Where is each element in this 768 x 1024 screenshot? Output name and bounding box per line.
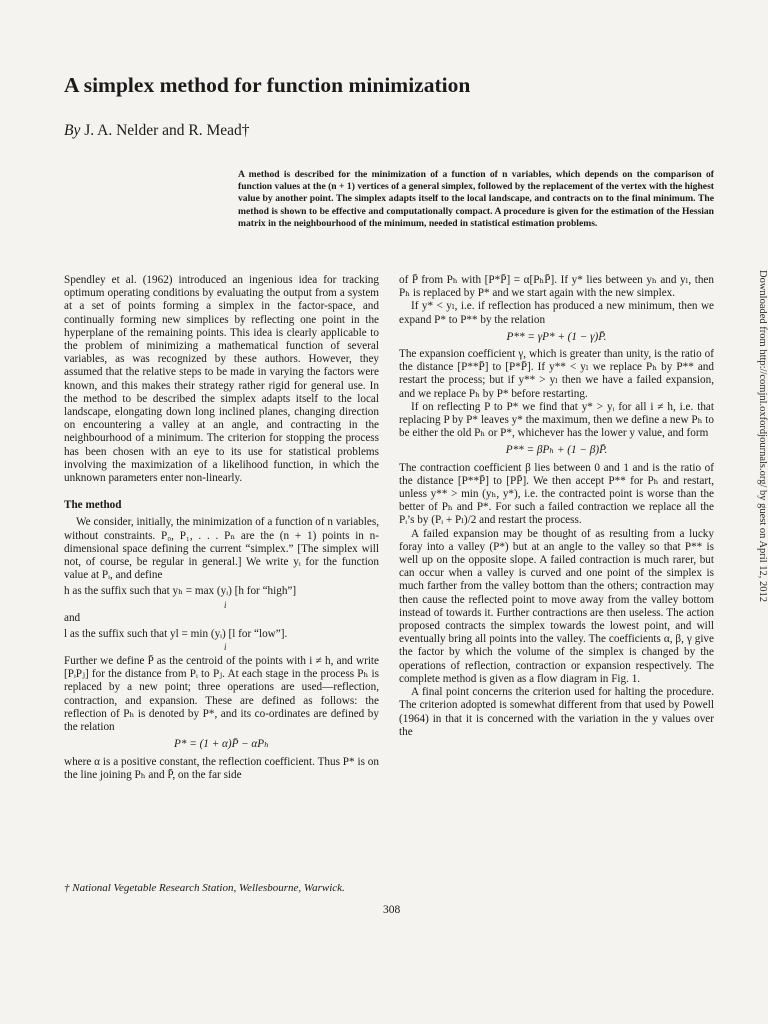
right-paragraph-7: A final point concerns the criterion used for halting the procedure. The criterion adopted is somewhat different from that used by Powell (1964) in that it is concerned with the variation in the y values over the <box>399 686 714 738</box>
right-paragraph-3: The expansion coefficient γ, which is greater than unity, is the ratio of the distance [P**P̄] to [P*P̄]. If y** < yₗ we replace Pₕ by P** and restart the process; but if y** > yₗ then we have a failed expansion, and we replace Pₕ by P* before restarting. <box>399 348 714 400</box>
definition-high-subscript: i <box>224 599 227 610</box>
paper-title: A simplex method for function minimization <box>64 73 471 97</box>
right-paragraph-5: The contraction coefficient β lies between 0 and 1 and is the ratio of the distance [P**P̄] to [PP̄]. We then accept P** for Pₕ and restart, unless y** > min (yₕ, y*), i.e. the contracted point is worse than the better of Pₕ and P*. For such a failed contraction we replace all the Pᵢ’s by (Pᵢ + Pₗ)/2 and restart the process. <box>399 461 714 527</box>
method-paragraph-1: We consider, initially, the minimization of a function of n variables, without constraints. P₀, P₁, . . . Pₙ are the (n + 1) points in n-dimensional space defining the current “simplex.” [The simplex will not, of course, be regular in general.] We write yᵢ for the function value at Pᵢ, and define <box>64 516 379 582</box>
method-paragraph-3: where α is a positive constant, the reflection coefficient. Thus P* is on the line joining Pₕ and P̄, on the far side <box>64 755 379 781</box>
affiliation-footnote: † National Vegetable Research Station, Wellesbourne, Warwick. <box>64 882 345 894</box>
definition-low: l as the suffix such that yl = min (yᵢ) [l for “low”]. <box>64 627 288 640</box>
and-text: and <box>64 611 81 624</box>
authors: J. A. Nelder and R. Mead† <box>84 122 250 139</box>
right-column <box>399 274 714 739</box>
right-paragraph-4: If on reflecting P to P* we find that y* > yᵢ for all i ≠ h, i.e. that replacing P by P* leaves y* the maximum, then we define a new Pₕ to be either the old Pₕ or P*, whichever has the lower y value, and form <box>399 400 714 440</box>
expansion-equation: P** = γP* + (1 − γ)P̄. <box>506 330 607 343</box>
download-sidebar <box>757 270 768 660</box>
reflection-equation: P* = (1 + α)P̄ − αPₕ <box>174 738 269 751</box>
right-paragraph-6: A failed expansion may be thought of as resulting from a lucky foray into a valley (P*) but at an angle to the valley so that P** is well up on the opposite slope. A failed contraction is much rarer, but can occur when a valley is curved and one point of the simplex is much farther from the valley bottom than the others; contraction may then cause the reflected point to move away from the valley bottom instead of towards it. Further contractions are then useless. The action proposed contracts the simplex towards the lowest point, and will eventually bring all points into the valley. The coefficients α, β, γ give the factor by which the volume of the simplex is changed by the operations of reflection, contraction or expansion respectively. The complete method is given as a flow diagram in Fig. 1. <box>399 527 714 685</box>
contraction-equation: P** = βPₕ + (1 − β)P̄. <box>505 444 608 457</box>
left-column <box>64 274 379 782</box>
definition-low-subscript: i <box>224 642 227 653</box>
abstract: A method is described for the minimization of a function of n variables, which depends on the comparison of function values at the (n + 1) vertices of a general simplex, followed by the replacement of the vertex with the highest value by another point. The simplex adapts itself to the local landscape, and contracts on to the final minimum. The method is shown to be effective and computationally compact. A procedure is given for the estimation of the Hessian matrix in the neighbourhood of the minimum, needed in statistical estimation problems. <box>238 169 714 229</box>
byline-prefix: By <box>64 122 81 139</box>
byline <box>64 122 250 140</box>
section-heading: The method <box>64 499 122 512</box>
definition-high: h as the suffix such that yₕ = max (yᵢ) [h for “high”] <box>64 585 297 598</box>
download-notice: Downloaded from http://comjnl.oxfordjournals.org/ by guest on April 12, 2012 <box>757 270 768 602</box>
page-number: 308 <box>383 904 401 916</box>
right-paragraph-2: If y* < yₗ, i.e. if reflection has produced a new minimum, then we expand P* to P** by the relation <box>399 300 714 326</box>
method-paragraph-2: Further we define P̄ as the centroid of the points with i ≠ h, and write [PᵢPⱼ] for the distance from Pᵢ to Pⱼ. At each stage in the process Pₕ is replaced by a new point; three operations are used—reflection, contraction, and expansion. These are defined as follows: the reflection of Pₕ is denoted by P*, and its co-ordinates are defined by the relation <box>64 655 379 734</box>
right-paragraph-1: of P̄ from Pₕ with [P*P̄] = α[PₕP̄]. If y* lies between yₕ and yₗ, then Pₕ is replaced by P* and we start again with the new simplex. <box>399 274 714 300</box>
intro-paragraph: Spendley et al. (1962) introduced an ingenious idea for tracking optimum operating conditions by evaluating the output from a system at a set of points forming a simplex in the factor-space, and continually forming new simplices by reflecting one point in the hyperplane of the remaining points. This idea is clearly applicable to the problem of minimizing a mathematical function of several variables, as was recognized by these authors. However, they assumed that the relative steps to be made in varying the factors were known, and this makes their strategy rather rigid for general use. In the method to be described the simplex adapts itself to the local landscape, elongating down long inclined planes, changing direction on encountering a valley at an angle, and contracting in the neighbourhood of a minimum. The criterion for stopping the process has been chosen with an eye to its use for statistical problems involving the maximization of a likelihood function, in which the unknown parameters enter non-linearly. <box>64 274 379 485</box>
